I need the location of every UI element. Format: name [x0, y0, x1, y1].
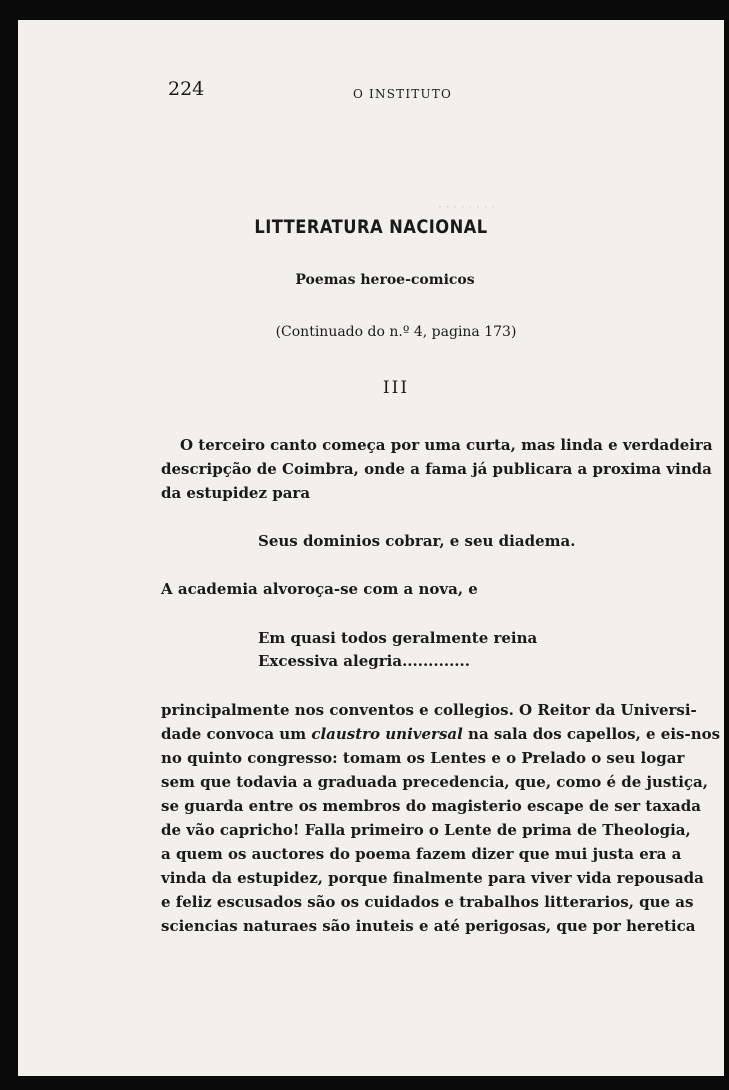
part-numeral: III — [382, 378, 410, 398]
verse-line: Em quasi todos geralmente reina — [258, 629, 538, 647]
page-number: 224 — [168, 78, 205, 100]
section-title: LITTERATURA NACIONAL — [254, 216, 488, 238]
paragraph-line: e feliz escusados são os cuidados e trabalhos litterarios, que as — [161, 893, 694, 911]
paragraph-line: de vão capricho! Falla primeiro o Lente de prima de Theologia, — [161, 821, 691, 839]
paragraph-line: a quem os auctores do poema fazem dizer que mui justa era a — [161, 845, 682, 863]
italic-term: claustro universal — [311, 725, 463, 743]
book-page — [18, 20, 724, 1076]
paragraph-line: no quinto congresso: tomam os Lentes e o Prelado o seu logar — [161, 749, 685, 767]
continuation-note: (Continuado do n.º 4, pagina 173) — [275, 324, 517, 340]
section-subtitle: Poemas heroe-comicos — [295, 272, 475, 288]
paragraph-line: O terceiro canto começa por uma curta, mas linda e verdadeira — [180, 436, 713, 454]
paragraph-line: da estupidez para — [161, 484, 311, 502]
show-through-text: · · · · · · · · — [438, 200, 496, 214]
paragraph-line: se guarda entre os membros do magisterio escape de ser taxada — [161, 797, 701, 815]
text-span: dade convoca um — [161, 725, 307, 743]
verse-line: Excessiva alegria............. — [258, 652, 470, 670]
text-span: na sala dos capellos, e eis-nos — [468, 725, 721, 743]
running-title: O INSTITUTO — [353, 87, 453, 101]
paragraph-line-mixed — [161, 725, 721, 743]
paragraph-line: A academia alvoroça-se com a nova, e — [161, 580, 478, 598]
paragraph-line: sem que todavia a graduada precedencia, que, como é de justiça, — [161, 773, 708, 791]
paragraph-line: principalmente nos conventos e collegios. O Reitor da Universi- — [161, 701, 697, 719]
paragraph-line: vinda da estupidez, porque finalmente para viver vida repousada — [161, 869, 704, 887]
verse-quote: Seus dominios cobrar, e seu diadema. — [258, 532, 576, 550]
paragraph-line: descripção de Coimbra, onde a fama já publicara a proxima vinda — [161, 460, 712, 478]
paragraph-line: sciencias naturaes são inuteis e até perigosas, que por heretica — [161, 917, 696, 935]
